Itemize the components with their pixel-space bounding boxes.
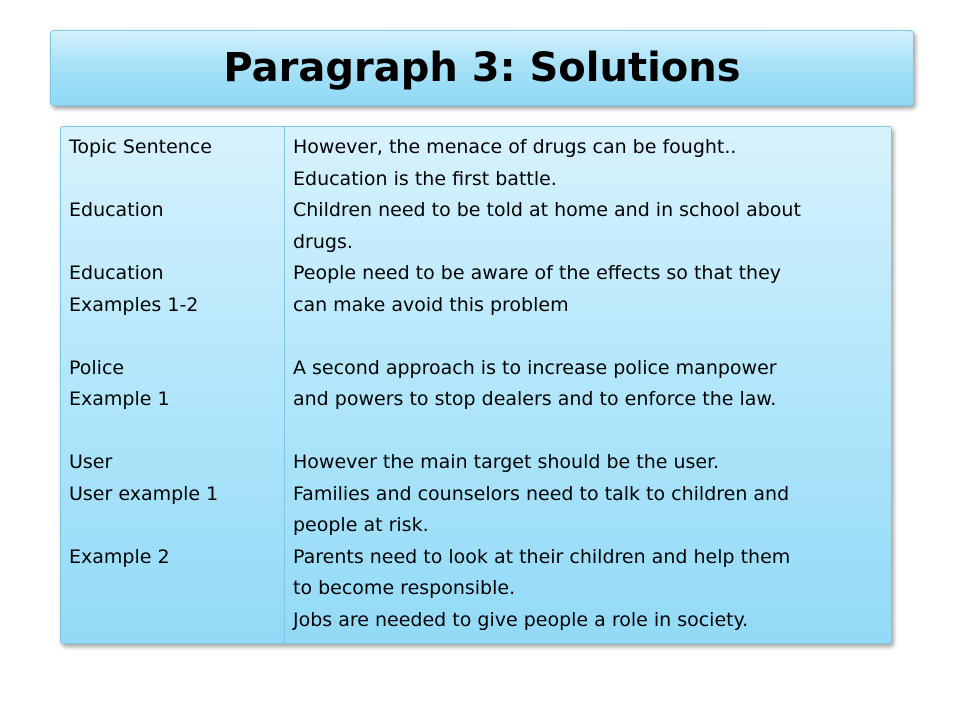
right-line: drugs. — [293, 230, 353, 253]
right-line: Families and counselors need to talk to children and — [293, 482, 790, 505]
right-line: Children need to be told at home and in school about — [293, 199, 801, 221]
left-line: Topic Sentence — [69, 136, 212, 158]
left-line: Example 2 — [69, 545, 170, 568]
right-line: and powers to stop dealers and to enforce the law. — [293, 388, 777, 410]
content-table — [60, 126, 892, 644]
right-column — [293, 132, 885, 636]
right-line: Parents need to look at their children and help them — [293, 545, 791, 568]
left-line: Education — [69, 262, 164, 284]
right-line: People need to be aware of the effects so that they — [293, 262, 782, 284]
right-line: to become responsible. — [293, 577, 516, 599]
left-line — [69, 510, 277, 542]
left-line: User example 1 — [69, 482, 219, 505]
left-line: Police — [69, 356, 125, 379]
right-line: can make avoid this problem — [293, 293, 569, 316]
slide-title: Paragraph 3: Solutions — [223, 45, 741, 91]
left-line — [69, 164, 277, 196]
left-line: User — [69, 451, 113, 473]
left-column — [69, 132, 277, 636]
left-line — [69, 321, 277, 353]
column-divider — [284, 127, 285, 643]
left-line: Example 1 — [69, 388, 170, 410]
left-line — [69, 227, 277, 259]
right-line: However the main target should be the user. — [293, 451, 720, 473]
left-line — [69, 573, 277, 605]
left-line — [69, 605, 277, 637]
right-line: However, the menace of drugs can be fought.. — [293, 136, 737, 158]
right-line: people at risk. — [293, 514, 429, 536]
right-line — [293, 416, 885, 448]
right-line: Jobs are needed to give people a role in society. — [293, 608, 749, 631]
left-line: Education — [69, 199, 164, 221]
right-line: Education is the first battle. — [293, 167, 557, 190]
title-banner — [50, 30, 914, 106]
right-line: A second approach is to increase police manpower — [293, 356, 777, 379]
right-line — [293, 321, 885, 353]
left-line — [69, 416, 277, 448]
left-line: Examples 1-2 — [69, 293, 199, 316]
